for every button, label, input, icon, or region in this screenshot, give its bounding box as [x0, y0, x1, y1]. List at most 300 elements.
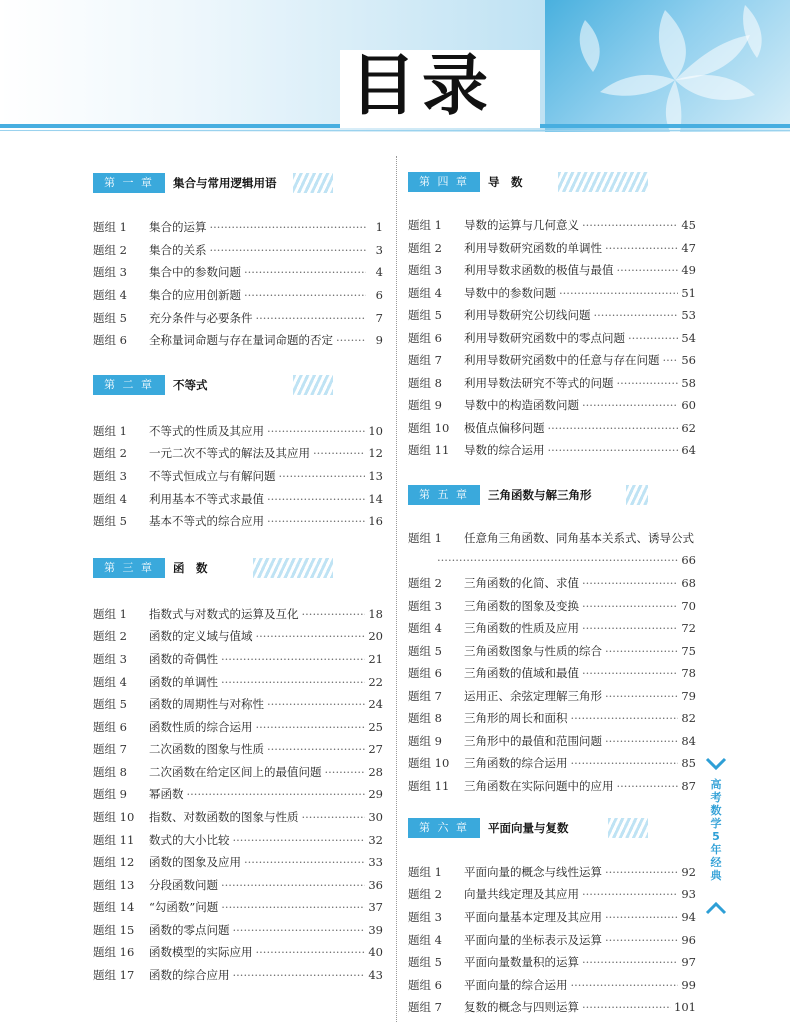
chapter-heading: [408, 818, 648, 838]
leader-dots: [582, 997, 671, 1017]
toc-entry[interactable]: [408, 975, 696, 995]
entry-title: 函数的奇偶性: [149, 652, 218, 666]
entry-tag: 题组 16: [93, 945, 135, 959]
entry-tag: 题组 4: [408, 621, 442, 635]
leader-dots: [244, 262, 366, 282]
entry-title: 函数的单调性: [149, 675, 218, 689]
entry-tag: 题组 8: [408, 711, 442, 725]
entry-page: 70: [681, 599, 696, 613]
entry-tag: 题组 8: [408, 376, 442, 390]
entry-page: 21: [368, 652, 383, 666]
leader-dots: [582, 215, 678, 235]
entry-title: 平面向量基本定理及其应用: [464, 910, 602, 924]
entry-tag: 题组 14: [93, 900, 135, 914]
entry-title: 平面向量的坐标表示及运算: [464, 933, 602, 947]
entry-page: 82: [681, 711, 696, 725]
entry-page: 62: [681, 421, 696, 435]
entry-tag: 题组 1: [93, 607, 127, 621]
toc-entry[interactable]: [93, 262, 383, 282]
entry-tag: 题组 1: [408, 865, 442, 879]
entry-title: 导数的综合运用: [464, 443, 545, 457]
toc-entry[interactable]: [93, 762, 383, 782]
entry-page: 72: [681, 621, 696, 635]
entry-page: 92: [681, 865, 696, 879]
entry-page: 60: [681, 398, 696, 412]
toc-entry[interactable]: [408, 997, 696, 1017]
entry-page: 68: [681, 576, 696, 590]
entry-tag: 题组 1: [93, 220, 127, 234]
entry-title: 不等式的性质及其应用: [149, 424, 264, 438]
leader-dots: [256, 717, 366, 737]
entry-title: “勾函数”问题: [149, 900, 219, 914]
leader-dots: [605, 862, 678, 882]
entry-title: 函数的图象及应用: [149, 855, 241, 869]
chapter-title: 函 数: [173, 561, 208, 575]
entry-page: 18: [368, 607, 383, 621]
entry-page: 7: [375, 311, 383, 325]
chapter-label: 第 六 章: [408, 818, 480, 838]
entry-title: 利用导数法研究不等式的问题: [464, 376, 614, 390]
leader-dots: [187, 784, 366, 804]
entry-title: 三角函数的图象及变换: [464, 599, 579, 613]
entry-title: 利用基本不等式求最值: [149, 492, 264, 506]
entry-page: 4: [375, 265, 383, 279]
entry-page: 20: [368, 629, 383, 643]
entry-tag: 题组 5: [408, 955, 442, 969]
leader-dots: [221, 875, 365, 895]
leader-dots: [313, 443, 365, 463]
entry-page: 29: [368, 787, 383, 801]
entry-title: 复数的概念与四则运算: [464, 1000, 579, 1014]
toc-entry[interactable]: [93, 489, 383, 509]
entry-title: 二次函数的图象与性质: [149, 742, 264, 756]
page-header: [0, 0, 790, 132]
entry-tag: 题组 3: [93, 652, 127, 666]
toc-entry[interactable]: [408, 753, 696, 773]
entry-title: 不等式恒成立与有解问题: [149, 469, 276, 483]
entry-page: 13: [368, 469, 383, 483]
entry-tag: 题组 6: [408, 331, 442, 345]
toc-entry[interactable]: [93, 830, 383, 850]
entry-title: 平面向量数量积的运算: [464, 955, 579, 969]
leader-dots: [548, 440, 679, 460]
entry-title: 利用导数研究函数的单调性: [464, 241, 602, 255]
entry-page: 96: [681, 933, 696, 947]
chapter-label: 第 一 章: [93, 173, 165, 193]
leader-dots: [617, 373, 679, 393]
chapter-stripe: [253, 558, 333, 578]
entry-title: 数式的大小比较: [149, 833, 230, 847]
entry-title: 函数模型的实际应用: [149, 945, 253, 959]
toc-entry[interactable]: [93, 965, 383, 985]
entry-page: 37: [368, 900, 383, 914]
entry-title: 平面向量的概念与线性运算: [464, 865, 602, 879]
toc-entry[interactable]: [93, 330, 383, 350]
entry-tag: 题组 5: [93, 697, 127, 711]
toc-entry[interactable]: [408, 907, 696, 927]
toc-entry[interactable]: [93, 421, 383, 441]
entry-page: 43: [368, 968, 383, 982]
entry-tag: 题组 7: [408, 1000, 442, 1014]
entry-page: 36: [368, 878, 383, 892]
leader-dots: [267, 511, 365, 531]
chapter-title: 导 数: [488, 175, 523, 189]
entry-page: 66: [681, 553, 696, 567]
entry-tag: 题组 5: [93, 514, 127, 528]
toc-entry[interactable]: [408, 663, 696, 683]
entry-title: 利用导数研究函数中的零点问题: [464, 331, 625, 345]
toc-entry[interactable]: [93, 942, 383, 962]
chapter-heading: [93, 375, 333, 395]
chapter-heading: [408, 485, 648, 505]
entry-tag: 题组 1: [408, 531, 442, 545]
entry-title: 利用导数研究公切线问题: [464, 308, 591, 322]
toc-entry[interactable]: [408, 862, 696, 882]
toc-entry[interactable]: [93, 443, 383, 463]
leader-dots: [628, 328, 678, 348]
entry-page: 54: [681, 331, 696, 345]
entry-page: 99: [681, 978, 696, 992]
leader-dots: [302, 807, 366, 827]
leader-dots: [582, 618, 678, 638]
leader-dots: [221, 649, 365, 669]
chapter-stripe: [293, 375, 333, 395]
chapter-stripe: [293, 173, 333, 193]
leader-dots: [244, 852, 365, 872]
chapter-stripe: [608, 818, 648, 838]
entry-tag: 题组 9: [408, 398, 442, 412]
entry-tag: 题组 10: [408, 421, 450, 435]
entry-page: 6: [375, 288, 383, 302]
leader-dots: [267, 421, 365, 441]
chapter-title: 平面向量与复数: [488, 821, 569, 835]
leader-dots: [605, 641, 678, 661]
entry-page: 97: [681, 955, 696, 969]
entry-tag: 题组 3: [408, 263, 442, 277]
entry-tag: 题组 5: [93, 311, 127, 325]
entry-tag: 题组 17: [93, 968, 135, 982]
leader-dots: [233, 830, 366, 850]
entry-tag: 题组 3: [408, 910, 442, 924]
chapter-title: 三角函数与解三角形: [488, 488, 592, 502]
toc-entry[interactable]: [408, 686, 696, 706]
entry-title: 函数的零点问题: [149, 923, 230, 937]
entry-page: 87: [681, 779, 696, 793]
toc-entry[interactable]: [408, 573, 696, 593]
leader-dots: [571, 708, 679, 728]
entry-page: 27: [368, 742, 383, 756]
leader-dots: [582, 395, 678, 415]
leader-dots: [221, 897, 365, 917]
entry-tag: 题组 11: [93, 833, 135, 847]
entry-tag: 题组 5: [408, 644, 442, 658]
entry-page: 45: [681, 218, 696, 232]
entry-page: 25: [368, 720, 383, 734]
leader-dots: [336, 330, 366, 350]
toc-entry[interactable]: [408, 215, 696, 235]
entry-page: 32: [368, 833, 383, 847]
entry-tag: 题组 10: [93, 810, 135, 824]
leader-dots: [594, 305, 679, 325]
entry-title: 三角函数的性质及应用: [464, 621, 579, 635]
toc-entry[interactable]: [408, 641, 696, 661]
entry-title: 基本不等式的综合应用: [149, 514, 264, 528]
toc-entry[interactable]: [408, 418, 696, 438]
entry-title: 指数、对数函数的图象与性质: [149, 810, 299, 824]
leader-dots: [267, 489, 365, 509]
toc-entry[interactable]: [93, 739, 383, 759]
entry-tag: 题组 7: [408, 353, 442, 367]
toc-entry[interactable]: [93, 285, 383, 305]
toc-entry[interactable]: [408, 952, 696, 972]
entry-page: 22: [368, 675, 383, 689]
entry-page: 39: [368, 923, 383, 937]
entry-page: 49: [681, 263, 696, 277]
leader-dots: [244, 285, 366, 305]
entry-title: 任意角三角函数、同角基本关系式、诱导公式: [464, 531, 694, 545]
chapter-title: 集合与常用逻辑用语: [173, 176, 277, 190]
chapter-stripe: [626, 485, 648, 505]
entry-tag: 题组 2: [93, 446, 127, 460]
entry-title: 函数的综合应用: [149, 968, 230, 982]
toc-entry[interactable]: [408, 260, 696, 280]
toc-entry[interactable]: [408, 930, 696, 950]
entry-title: 集合的应用创新题: [149, 288, 241, 302]
toc-entry[interactable]: [93, 308, 383, 328]
entry-page: 16: [368, 514, 383, 528]
leader-dots: [221, 672, 365, 692]
chevron-up-icon: [704, 900, 728, 916]
leader-dots: [256, 626, 366, 646]
leader-dots: [210, 240, 367, 260]
entry-title: 三角函数在实际问题中的应用: [464, 779, 614, 793]
chapter-heading: [408, 172, 648, 192]
chapter-label: 第 四 章: [408, 172, 480, 192]
entry-tag: 题组 10: [408, 756, 450, 770]
side-tab: [704, 756, 728, 916]
entry-tag: 题组 6: [93, 333, 127, 347]
entry-tag: 题组 2: [93, 629, 127, 643]
leader-dots: [256, 308, 367, 328]
entry-page: 40: [368, 945, 383, 959]
entry-tag: 题组 1: [408, 218, 442, 232]
entry-page: 79: [681, 689, 696, 703]
entry-page: 33: [368, 855, 383, 869]
entry-tag: 题组 15: [93, 923, 135, 937]
toc-entry[interactable]: [93, 717, 383, 737]
toc-entry[interactable]: [408, 350, 696, 370]
entry-title: 指数式与对数式的运算及互化: [149, 607, 299, 621]
toc-entry[interactable]: [408, 283, 696, 303]
entry-title: 平面向量的综合运用: [464, 978, 568, 992]
toc-entry[interactable]: [408, 884, 696, 904]
entry-tag: 题组 13: [93, 878, 135, 892]
entry-title: 集合的关系: [149, 243, 207, 257]
leader-dots: [437, 550, 678, 570]
entry-tag: 题组 4: [408, 933, 442, 947]
toc-entry[interactable]: [408, 238, 696, 258]
toc-entry[interactable]: [93, 920, 383, 940]
entry-title: 集合的运算: [149, 220, 207, 234]
leader-dots: [256, 942, 366, 962]
toc-entry[interactable]: [93, 897, 383, 917]
entry-page: 3: [375, 243, 383, 257]
toc-entry[interactable]: [93, 875, 383, 895]
chevron-down-icon: [704, 756, 728, 772]
entry-tag: 题组 3: [93, 265, 127, 279]
leader-dots: [582, 573, 678, 593]
entry-title: 全称量词命题与存在量词命题的否定: [149, 333, 333, 347]
toc-entry[interactable]: [408, 708, 696, 728]
entry-title: 幂函数: [149, 787, 184, 801]
leader-dots: [582, 884, 678, 904]
entry-tag: 题组 8: [93, 765, 127, 779]
side-tab-label: 高考数学5年经典: [710, 778, 722, 882]
entry-title: 函数的定义域与值域: [149, 629, 253, 643]
entry-tag: 题组 2: [93, 243, 127, 257]
entry-title: 函数的周期性与对称性: [149, 697, 264, 711]
entry-page: 47: [681, 241, 696, 255]
entry-page: 9: [375, 333, 383, 347]
leader-dots: [548, 418, 679, 438]
toc-entry[interactable]: [93, 466, 383, 486]
leader-dots: [663, 350, 679, 370]
toc-entry[interactable]: [408, 440, 696, 460]
chapter-label: 第 五 章: [408, 485, 480, 505]
entry-title: 利用导数求函数的极值与最值: [464, 263, 614, 277]
entry-title: 分段函数问题: [149, 878, 218, 892]
entry-tag: 题组 3: [93, 469, 127, 483]
entry-tag: 题组 6: [93, 720, 127, 734]
toc-entry[interactable]: [93, 784, 383, 804]
entry-page: 1: [375, 220, 383, 234]
leader-dots: [233, 965, 366, 985]
toc-entry[interactable]: [93, 604, 383, 624]
leader-dots: [267, 694, 365, 714]
column-divider: [396, 156, 397, 1022]
toc-entry[interactable]: [93, 649, 383, 669]
entry-page: 78: [681, 666, 696, 680]
chapter-stripe: [558, 172, 648, 192]
entry-title: 三角形的周长和面积: [464, 711, 568, 725]
toc-entry[interactable]: [408, 373, 696, 393]
chapter-label: 第 三 章: [93, 558, 165, 578]
entry-title: 充分条件与必要条件: [149, 311, 253, 325]
page-title: 目录: [350, 47, 494, 124]
entry-title: 三角函数的化简、求值: [464, 576, 579, 590]
entry-tag: 题组 4: [93, 288, 127, 302]
leader-dots: [617, 776, 679, 796]
leader-dots: [605, 238, 678, 258]
entry-title: 极值点偏移问题: [464, 421, 545, 435]
entry-tag: 题组 3: [408, 599, 442, 613]
entry-tag: 题组 12: [93, 855, 135, 869]
entry-title: 三角函数的值域和最值: [464, 666, 579, 680]
entry-page: 28: [368, 765, 383, 779]
entry-page: 64: [681, 443, 696, 457]
leader-dots: [559, 283, 678, 303]
leader-dots: [267, 739, 365, 759]
entry-tag: 题组 9: [408, 734, 442, 748]
leader-dots: [302, 604, 366, 624]
leader-dots: [325, 762, 366, 782]
leader-dots: [582, 952, 678, 972]
entry-tag: 题组 7: [93, 742, 127, 756]
entry-page: 12: [368, 446, 383, 460]
toc-entry[interactable]: [93, 694, 383, 714]
toc-entry[interactable]: [408, 618, 696, 638]
entry-tag: 题组 2: [408, 241, 442, 255]
entry-title: 三角函数的综合运用: [464, 756, 568, 770]
leaf-decoration-icon: [545, 0, 790, 132]
entry-page: 24: [368, 697, 383, 711]
entry-tag: 题组 11: [408, 443, 450, 457]
entry-tag: 题组 6: [408, 978, 442, 992]
leader-dots: [571, 975, 679, 995]
leader-dots: [605, 907, 678, 927]
entry-title: 一元二次不等式的解法及其应用: [149, 446, 310, 460]
chapter-title: 不等式: [173, 378, 208, 392]
leader-dots: [571, 753, 679, 773]
header-rule-thin: [0, 130, 790, 131]
entry-title: 导数的运算与几何意义: [464, 218, 579, 232]
entry-tag: 题组 6: [408, 666, 442, 680]
toc-entry-continuation[interactable]: [434, 550, 696, 570]
entry-tag: 题组 9: [93, 787, 127, 801]
leader-dots: [617, 260, 679, 280]
entry-page: 94: [681, 910, 696, 924]
toc-entry[interactable]: [408, 596, 696, 616]
leader-dots: [210, 217, 367, 237]
toc-entry[interactable]: [408, 528, 696, 548]
leader-dots: [605, 686, 678, 706]
entry-title: 函数性质的综合运用: [149, 720, 253, 734]
toc-entry[interactable]: [408, 395, 696, 415]
leader-dots: [279, 466, 366, 486]
toc-entry[interactable]: [408, 305, 696, 325]
toc-entry[interactable]: [93, 511, 383, 531]
toc-entry[interactable]: [93, 626, 383, 646]
chapter-heading: [93, 558, 333, 578]
entry-tag: 题组 1: [93, 424, 127, 438]
entry-page: 56: [681, 353, 696, 367]
entry-tag: 题组 5: [408, 308, 442, 322]
leader-dots: [605, 930, 678, 950]
toc-entry[interactable]: [93, 217, 383, 237]
toc-entry[interactable]: [93, 852, 383, 872]
entry-page: 101: [674, 1000, 696, 1014]
leader-dots: [605, 731, 678, 751]
entry-tag: 题组 4: [93, 492, 127, 506]
toc-entry[interactable]: [408, 776, 696, 796]
entry-title: 利用导数研究函数中的任意与存在问题: [464, 353, 660, 367]
entry-page: 53: [681, 308, 696, 322]
entry-title: 向量共线定理及其应用: [464, 887, 579, 901]
toc-entry[interactable]: [93, 807, 383, 827]
toc-entry[interactable]: [93, 240, 383, 260]
toc-entry[interactable]: [93, 672, 383, 692]
leader-dots: [582, 663, 678, 683]
entry-title: 运用正、余弦定理解三角形: [464, 689, 602, 703]
entry-page: 14: [368, 492, 383, 506]
toc-entry[interactable]: [408, 328, 696, 348]
entry-page: 58: [681, 376, 696, 390]
entry-tag: 题组 7: [408, 689, 442, 703]
chapter-heading: [93, 173, 333, 193]
entry-tag: 题组 2: [408, 576, 442, 590]
toc-entry[interactable]: [408, 731, 696, 751]
entry-tag: 题组 4: [93, 675, 127, 689]
